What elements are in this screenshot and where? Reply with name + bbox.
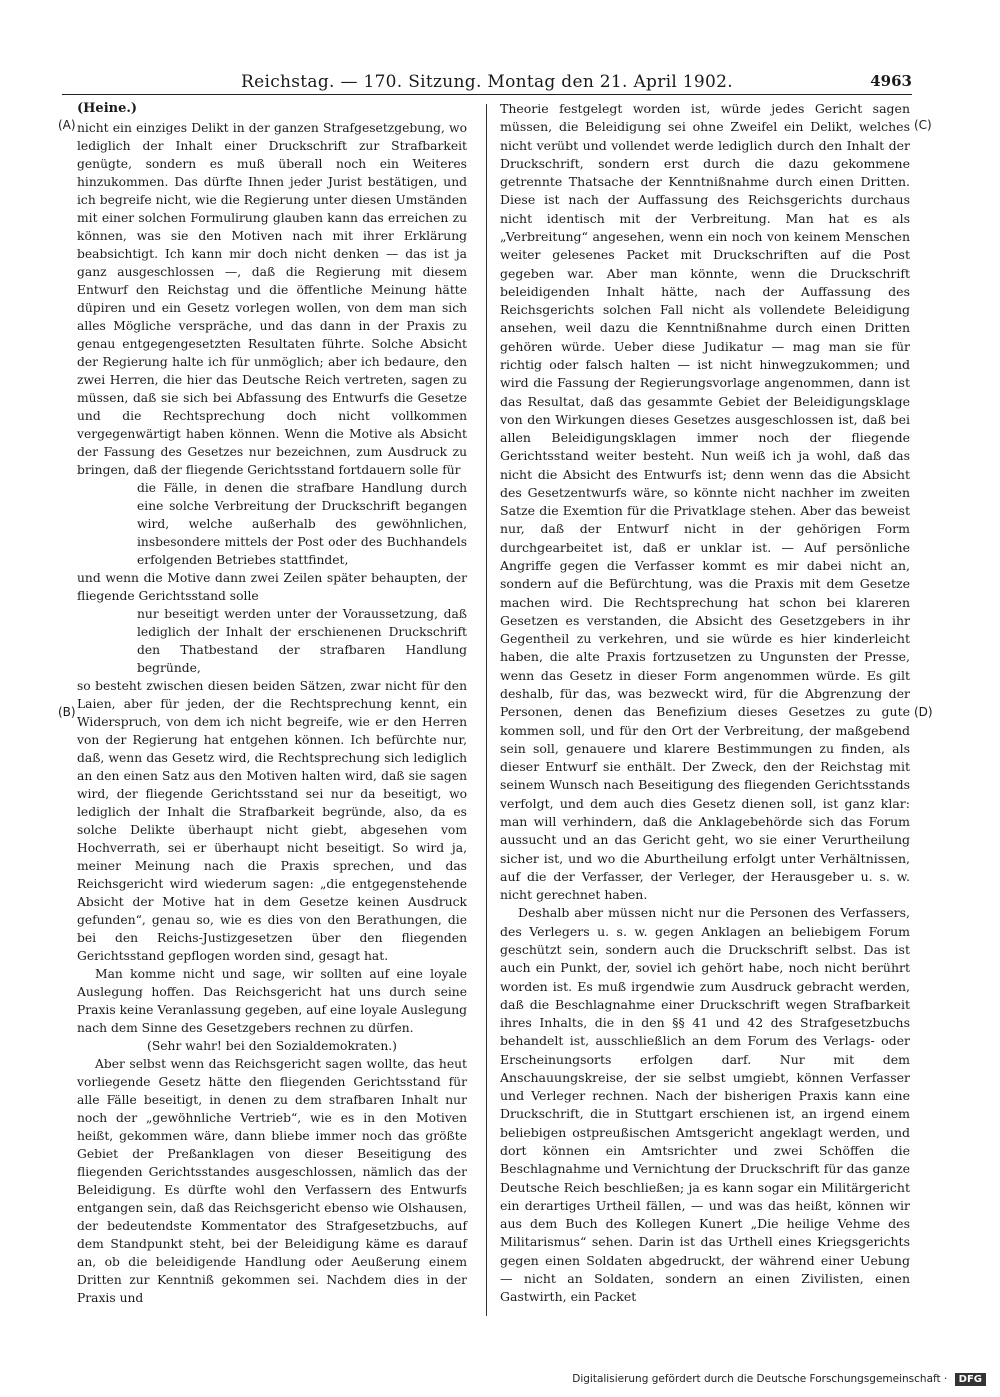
quotation: die Fälle, in denen die strafbare Handlung durch eine solche Verbreitung der Druckschrift begangen wird, welche außerhalb des gewöhnlichen, insbesondere mittels der Post oder des Buchhandels erfolgenden Betriebes stattfindet,: [137, 481, 467, 567]
margin-marker-c: (C): [914, 118, 932, 132]
paragraph: und wenn die Motive dann zwei Zeilen später behaupten, der fliegende Gerichtsstand solle: [77, 571, 467, 603]
paragraph: Deshalb aber müssen nicht nur die Personen des Verfassers, des Verlegers u. s. w. gegen Anklagen an beliebigem Forum geschützt sein, sondern auch die Druckschrift selbst. Das ist auch ein Punkt, der, soviel ich gehört habe, noch nicht berührt worden ist. Es muß irgendwie zum Ausdruck gebracht werden, daß die Beschlagnahme einer Druckschrift wegen Strafbarkeit ihres Inhalts, die in den §§ 41 und 42 des Strafgesetzbuchs behandelt ist, ausschließlich an dem Forum des Verlags- oder Erscheinungsorts erfolgen darf. Nur mit dem Anschauungskreise, der sie selbst umgiebt, können Verfasser und Verleger rechnen. Nach der bisherigen Praxis kann eine Druckschrift, die in Stuttgart erschienen ist, an irgend einem beliebigen ostpreußischen Amtsgericht angeklagt werden, und dort können ein Amtsrichter und zwei Schöffen die Beschlagnahme und Vernichtung der Druckschrift für das ganze Deutsche Reich beschließen; ja es kann sogar ein Militärgericht ein derartiges Urtheil fällen, — und was das heißt, können wir aus dem Buch des Kollegen Kunert „Die heilige Vehme des Militarismus“ sehen. Darin ist das Urthell eines Kriegsgerichts gegen einen Soldaten abgedruckt, der während einer Uebung — nicht an Soldaten, sondern an einen Zivilisten, einen Gastwirth, ein Packet: [500, 905, 910, 1305]
paragraph: so besteht zwischen diesen beiden Sätzen, zwar nicht für den Laien, aber für jeden, der die Rechtsprechung kennt, ein Widerspruch, von dem ich nicht begreife, wie er den Herren von der Regierung hat entgehen können. Ich befürchte nur, daß, wenn das Gesetz wird, die Rechtsprechung sich lediglich an den einen Satz aus den Motiven halten wird, daß sie sagen wird, der fliegende Gerichtsstand sei nur da beseitigt, wo lediglich der Inhalt die Strafbarkeit begründe, also, da es solche Delikte überhaupt nicht giebt, abgesehen vom Hochverrath, sei er überhaupt nicht beseitigt. So wird ja, meiner Meinung nach die Praxis sprechen, und das Reichsgericht wird wiederum sagen: „die entgegenstehende Absicht der Motive hat in dem Gesetze keinen Ausdruck gefunden“, genau so, wie es dies von den Berathungen, die bei den Reichs-Justizgesetzen über den fliegenden Gerichtsstand gepflogen worden sind, gesagt hat.: [77, 679, 467, 963]
left-column: [77, 100, 467, 1307]
footer-credit: Digitalisierung gefördert durch die Deutsche Forschungsgemeinschaft ·: [572, 1373, 948, 1385]
quotation: nur beseitigt werden unter der Voraussetzung, daß lediglich der Inhalt der erschienenen Druckschrift den Thatbestand der strafbaren Handlung begründe,: [137, 607, 467, 675]
column-divider: [486, 104, 487, 1316]
paragraph: Man komme nicht und sage, wir sollten auf eine loyale Auslegung hoffen. Das Reichsgericht hat uns durch seine Praxis keine Veranlassung gegeben, auf eine loyale Auslegung nach dem Sinne des Gesetzgebers rechnen zu dürfen.: [77, 967, 467, 1035]
margin-marker-b: (B): [58, 705, 76, 719]
dfg-logo: DFG: [955, 1373, 986, 1386]
page-header: [62, 68, 912, 95]
paragraph: Theorie festgelegt worden ist, würde jedes Gericht sagen müssen, die Beleidigung sei ohne Zweifel ein Delikt, welches nicht verübt und vollendet werde lediglich durch den Inhalt der Druckschrift, sondern erst durch die dazu gekommene getrennte Thatsache der Kenntnißnahme durch einen Dritten. Diese ist nach der Auffassung des Reichsgerichts durchaus nicht identisch mit der Verbreitung. Man hat es als „Verbreitung“ angesehen, wenn ein noch von keinem Menschen weiter gelesenes Packet mit Druckschriften auf die Post gegeben war. Aber man könnte, wenn die Druckschrift beleidigenden Inhalt hätte, nach der Auffassung des Reichsgerichts solchen Fall nicht als vollendete Beleidigung ansehen, weil dazu die Kenntnißnahme durch einen Dritten gehören würde. Ueber diese Judikatur — mag man sie für richtig oder falsch halten — ist nicht hinwegzukommen; und wird die Fassung der Regierungsvorlage angenommen, dann ist das Resultat, daß das gesammte Gebiet der Beleidigungsklage von den Wirkungen dieses Gesetzes ausgeschlossen ist, daß bei allen Beleidigungsklagen immer noch der fliegende Gerichtsstand weiter besteht. Nun weiß ich ja wohl, daß das nicht die Absicht des Entwurfs ist; denn wenn das die Absicht des Gesetzentwurfs wäre, so könnte nicht nachher im zweiten Satze die Exemtion für die Privatklage stehen. Aber das beweist nur, daß der Entwurf nicht in der gehörigen Form durchgearbeitet ist, daß er unklar ist. — Auf persönliche Angriffe gegen die Verfasser kommt es mir dabei nicht an, sondern auf die Befürchtung, was die Praxis mit dem Gesetze machen wird. Die Rechtsprechung hat schon bei klareren Gesetzen es verstanden, die Absicht des Gesetzgebers in ihr Gegentheil zu verkehren, und sie würde es hier kinderleicht haben, die alte Praxis fortzusetzen zu Ungunsten der Presse, wenn das Gesetz in dieser Form angenommen würde. Es gilt deshalb, für das, was bezweckt wird, für die Abgrenzung der Personen, denen das Benefizium dieses Gesetzes zu gute kommen soll, und für den Ort der Verbreitung, der maßgebend sein soll, genauere und klarere Bestimmungen zu finden, als dieser Entwurf sie enthält. Der Zweck, den der Reichstag mit seinem Wunsch nach Beseitigung des fliegenden Gerichtsstands verfolgt, und dem auch dies Gesetz dienen soll, ist ganz klar: man will verhindern, daß die Anklagebehörde sich das Forum aussucht und an das Gericht geht, wo sie einer Verurtheilung sicher ist, und wo die Aburtheilung erfolgt unter Verhältnissen, auf die der Verfasser, der Verleger, der Herausgeber u. s. w. nicht gerechnet haben.: [500, 101, 910, 903]
paragraph: nicht ein einziges Delikt in der ganzen Strafgesetzgebung, wo lediglich der Inhalt einer Druckschrift zur Strafbarkeit genügte, sondern es muß überall noch ein Weiteres hinzukommen. Das dürfte Ihnen jeder Jurist bestätigen, und ich begreife nicht, wie die Regierung unter diesen Umständen mit einer solchen Formulirung glauben kann das erreichen zu können, was sie den Motiven nach mit ihrer Erklärung beabsichtigt. Ich kann mir doch nicht denken — das ist ja ganz ausgeschlossen —, daß die Regierung mit diesem Entwurf den Reichstag und die öffentliche Meinung hätte düpiren und ein Gesetz vorlegen wollen, von dem man sich alles Mögliche verspräche, und das dann in der Praxis zu genau entgegengesetzten Resultaten führte. Solche Absicht der Regierung halte ich für unmöglich; aber ich bedaure, den zwei Herren, die hier das Deutsche Reich vertreten, sagen zu müssen, daß sie sich bei Abfassung des Entwurfs die Gesetze und die Rechtsprechung doch nicht vollkommen vergegenwärtigt haben können. Wenn die Motive als Absicht der Fassung des Gesetzes nur bezeichnen, zum Ausdruck zu bringen, daß der fliegende Gerichtsstand fortdauern solle für: [77, 121, 467, 477]
speaker-name: (Heine.): [77, 101, 138, 116]
page-number: 4963: [870, 72, 912, 90]
right-column: [500, 100, 910, 1307]
margin-marker-a: (A): [58, 118, 76, 132]
margin-marker-d: (D): [914, 705, 933, 719]
footer: [0, 1373, 986, 1393]
interjection: (Sehr wahr! bei den Sozialdemokraten.): [147, 1039, 397, 1053]
paragraph: Aber selbst wenn das Reichsgericht sagen wollte, das heut vorliegende Gesetz hätte den fliegenden Gerichtsstand für alle Fälle beseitigt, in denen zu dem strafbaren Inhalt nur noch der „gewöhnliche Vertrieb“, wie es in den Motiven heißt, gekommen wäre, dann bliebe immer noch das größte Gebiet der Preßanklagen von dieser Beseitigung des fliegenden Gerichtsstandes ausgeschlossen, nämlich das der Beleidigung. Es dürfte wohl den Verfassern des Entwurfs entgangen sein, daß das Reichsgericht ebenso wie Olshausen, der bedeutendste Kommentator des Strafgesetzbuchs, auf dem Standpunkt steht, bei der Beleidigung käme es darauf an, ob die beleidigende Handlung oder Aeußerung einem Dritten zur Kenntniß gekommen sei. Nachdem dies in der Praxis und: [77, 1057, 467, 1305]
header-title: Reichstag. — 170. Sitzung. Montag den 21. April 1902.: [241, 72, 733, 92]
